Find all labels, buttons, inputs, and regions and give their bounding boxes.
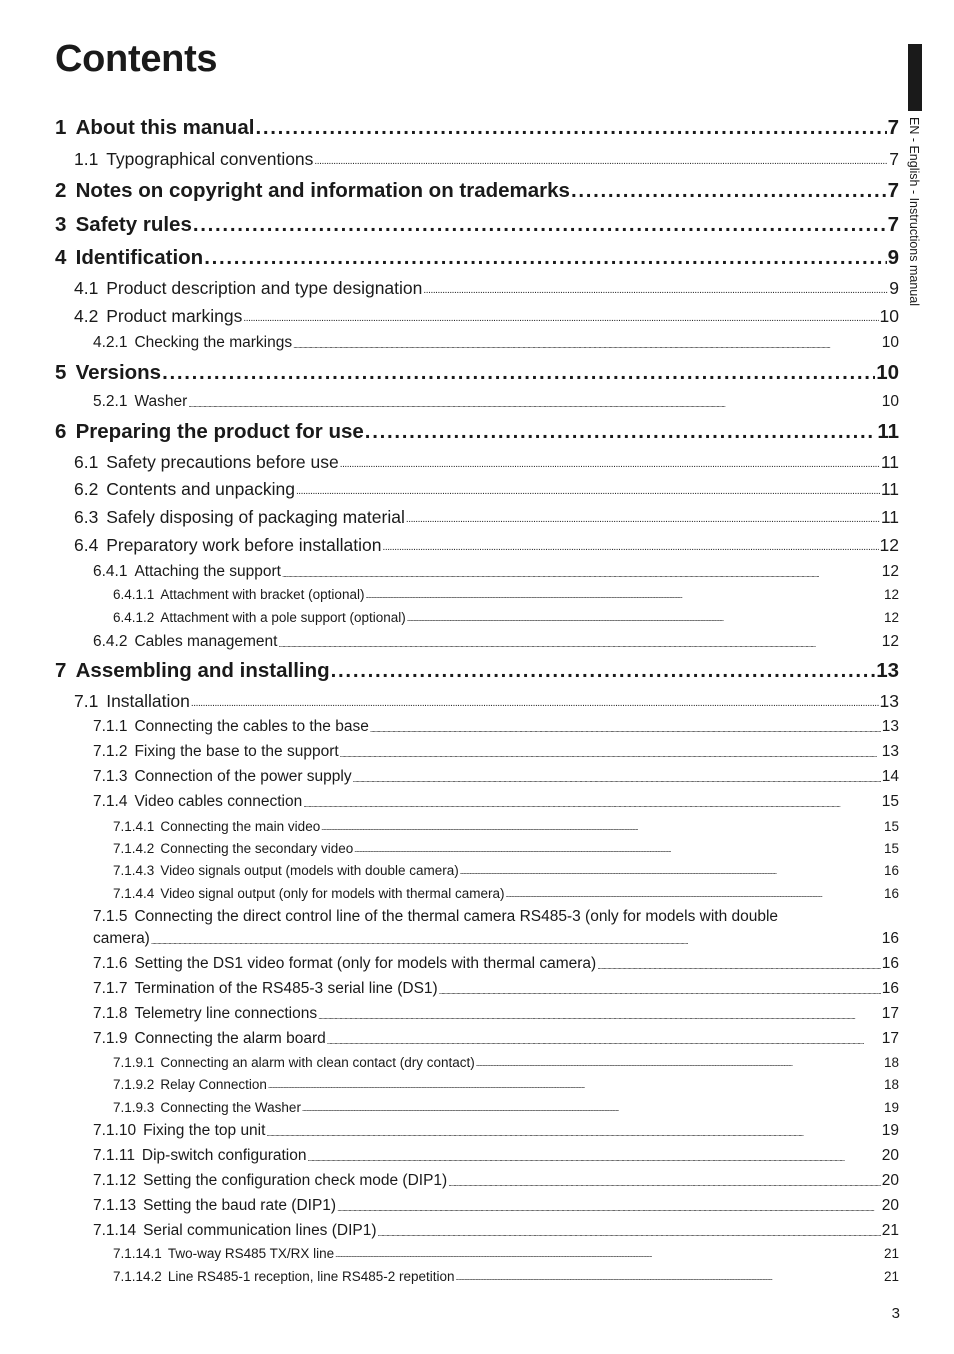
toc-entry[interactable] <box>93 1122 899 1141</box>
toc-entry[interactable] <box>55 361 899 386</box>
toc-entry-page: 7 <box>887 179 899 202</box>
toc-entry-page: 21 <box>881 1222 899 1239</box>
dot-leader <box>456 1276 883 1283</box>
toc-entry-page: 10 <box>876 361 899 384</box>
toc-entry-page: 13 <box>881 743 899 760</box>
toc-entry-page: 9 <box>889 278 899 298</box>
toc-entry-title: Termination of the RS485-3 serial line (DS1) <box>134 980 438 997</box>
toc-entry-page: 16 <box>883 886 899 901</box>
toc-entry-title: Connecting the alarm board <box>134 1030 326 1047</box>
toc-entry-page: 13 <box>876 659 899 682</box>
dot-leader <box>353 775 881 785</box>
dot-leader <box>340 750 881 760</box>
toc-entry-title: Video signal output (only for models with thermal camera) <box>160 886 505 901</box>
dot-leader <box>365 420 877 445</box>
toc-entry-title: Contents and unpacking <box>106 479 295 499</box>
toc-entry-number: 7.1.4 <box>93 793 128 810</box>
toc-entry-number: 6 <box>55 420 67 443</box>
toc-entry[interactable] <box>93 334 899 353</box>
toc-entry-title: Cables management <box>134 633 278 650</box>
dot-leader <box>266 1129 880 1139</box>
dot-leader <box>282 570 881 580</box>
toc-entry-title: Video signals output (models with double camera) <box>160 863 459 878</box>
toc-entry-number: 7.1.14.1 <box>113 1246 162 1261</box>
toc-entry-number: 7.1.11 <box>93 1147 135 1164</box>
toc-entry-title: Setting the DS1 video format (only for models with thermal camera) <box>134 955 597 972</box>
dot-leader <box>268 1084 883 1091</box>
toc-entry-page: 18 <box>883 1077 899 1092</box>
toc-entry-number: 6.4.1 <box>93 563 128 580</box>
toc-entry-title: Attaching the support <box>134 563 281 580</box>
toc-entry-number: 7.1.9.1 <box>113 1055 155 1070</box>
toc-entry[interactable] <box>74 306 899 327</box>
toc-entry[interactable] <box>74 278 899 299</box>
toc-entry[interactable] <box>113 587 899 603</box>
dot-leader <box>382 542 878 554</box>
toc-entry-number: 4 <box>55 246 67 269</box>
toc-entry-number: 7.1.12 <box>93 1172 137 1189</box>
toc-entry-title: Relay Connection <box>160 1077 267 1092</box>
dot-leader <box>439 987 881 997</box>
toc-entry[interactable] <box>93 1222 899 1241</box>
toc-entry[interactable] <box>113 1269 899 1285</box>
dot-leader <box>162 361 875 386</box>
toc-entry[interactable] <box>93 793 899 812</box>
dot-leader <box>302 1107 883 1114</box>
dot-leader <box>307 1154 880 1164</box>
toc-entry-title: Assembling and installing <box>75 659 330 682</box>
toc-entry[interactable] <box>93 633 899 652</box>
dot-leader <box>314 156 888 168</box>
toc-entry-number: 6.4.1.1 <box>113 587 155 602</box>
dot-leader <box>335 1253 883 1260</box>
dot-leader <box>293 341 881 351</box>
toc-entry-page: 20 <box>881 1172 899 1189</box>
dot-leader <box>327 1037 881 1047</box>
dot-leader <box>321 826 883 833</box>
toc-entry-title: Versions <box>75 361 162 384</box>
dot-leader <box>318 1012 881 1022</box>
toc-entry[interactable] <box>55 659 899 684</box>
toc-entry-number: 7.1.4.3 <box>113 863 155 878</box>
toc-entry-title: Video cables connection <box>134 793 303 810</box>
toc-entry[interactable] <box>74 535 899 556</box>
toc-entry-page: 18 <box>883 1055 899 1070</box>
toc-entry-number: 4.1 <box>74 278 99 298</box>
toc-entry-number: 7.1.14 <box>93 1222 137 1239</box>
toc-entry[interactable] <box>55 246 899 271</box>
toc-entry-number: 1 <box>55 116 67 139</box>
toc-entry-number: 6.4 <box>74 535 99 555</box>
toc-entry[interactable] <box>113 610 899 626</box>
dot-leader <box>407 617 883 624</box>
toc-entry-page: 12 <box>883 610 899 625</box>
toc-entry-number: 7.1.2 <box>93 743 128 760</box>
toc-entry[interactable] <box>93 980 899 999</box>
toc-entry-number: 4.2 <box>74 306 99 326</box>
toc-entry-title: Safety precautions before use <box>106 452 339 472</box>
dot-leader <box>193 213 887 238</box>
toc-entry[interactable] <box>93 1030 899 1049</box>
toc-entry[interactable] <box>74 507 899 528</box>
toc-entry[interactable] <box>113 841 899 857</box>
toc-entry-title: Dip-switch configuration <box>141 1147 307 1164</box>
toc-entry-page: 11 <box>880 507 899 527</box>
toc-entry-page: 10 <box>881 393 899 410</box>
dot-leader <box>378 1229 881 1239</box>
toc-entry-number: 7.1.3 <box>93 768 128 785</box>
toc-entry-title: Attachment with a pole support (optional) <box>160 610 406 625</box>
toc-entry-page: 19 <box>883 1100 899 1115</box>
dot-leader <box>151 937 881 947</box>
toc-entry-page: 15 <box>883 841 899 856</box>
toc-entry[interactable] <box>113 819 899 835</box>
toc-entry-number: 6.1 <box>74 452 99 472</box>
toc-entry-number: 7 <box>55 659 67 682</box>
dot-leader <box>296 486 880 498</box>
toc-entry-title: Fixing the top unit <box>143 1122 266 1139</box>
toc-entry[interactable] <box>93 768 899 787</box>
toc-entry-page: 17 <box>881 1005 899 1022</box>
toc-entry-title: Safety rules <box>75 213 192 236</box>
toc-entry-title: About this manual <box>75 116 255 139</box>
page-number: 3 <box>891 1305 900 1322</box>
toc-entry[interactable] <box>93 393 899 412</box>
toc-entry[interactable] <box>93 1197 899 1216</box>
toc-entry[interactable] <box>55 420 899 445</box>
toc-entry[interactable] <box>93 743 899 762</box>
toc-entry-title: Serial communication lines (DIP1) <box>143 1222 377 1239</box>
toc-entry[interactable] <box>93 1147 899 1166</box>
toc-entry-page: 21 <box>883 1269 899 1284</box>
toc-entry[interactable] <box>74 149 899 170</box>
toc-entry-number: 6.3 <box>74 507 99 527</box>
toc-entry-number: 7.1.10 <box>93 1122 137 1139</box>
toc-entry-number: 5.2.1 <box>93 393 128 410</box>
toc-entry-page: 15 <box>883 819 899 834</box>
toc-entry-number: 7.1.14.2 <box>113 1269 162 1284</box>
toc-entry-number: 7.1.4.4 <box>113 886 155 901</box>
toc-entry-page: 19 <box>881 1122 899 1139</box>
dot-leader <box>191 698 879 710</box>
dot-leader <box>340 459 880 471</box>
dot-leader <box>460 870 883 877</box>
toc-entry-number: 6.2 <box>74 479 99 499</box>
dot-leader <box>506 893 883 900</box>
toc-entry-page: 7 <box>887 116 899 139</box>
toc-entry[interactable] <box>55 213 899 238</box>
dot-leader <box>331 659 876 684</box>
toc-entry-title: Fixing the base to the support <box>134 743 339 760</box>
toc-entry-number: 7.1.4.1 <box>113 819 155 834</box>
dot-leader <box>255 116 886 141</box>
toc-entry-number: 7.1 <box>74 691 99 711</box>
toc-entry-title: Safely disposing of packaging material <box>106 507 405 527</box>
page-title: Contents <box>55 38 218 80</box>
toc-entry-title: Connecting the direct control line of the thermal camera RS485-3 (only for models with double <box>134 908 779 925</box>
toc-entry-title: Setting the configuration check mode (DIP1) <box>143 1172 448 1189</box>
toc-entry-title: Attachment with bracket (optional) <box>160 587 365 602</box>
toc-entry-page: 16 <box>881 980 899 997</box>
toc-entry-page: 12 <box>881 563 899 580</box>
toc-entry-page: 16 <box>881 930 899 947</box>
toc-entry-number: 7.1.6 <box>93 955 128 972</box>
toc-entry-number: 5 <box>55 361 67 384</box>
toc-entry[interactable] <box>113 886 899 902</box>
dot-leader <box>204 246 886 271</box>
toc-entry-continuation[interactable] <box>93 930 899 949</box>
toc-entry-title: Connecting an alarm with clean contact (dry contact) <box>160 1055 475 1070</box>
toc-entry-title: Product description and type designation <box>106 278 423 298</box>
toc-entry-title: Preparing the product for use <box>75 420 364 443</box>
toc-entry-number: 7.1.9.3 <box>113 1100 155 1115</box>
toc-entry-title: Connection of the power supply <box>134 768 352 785</box>
toc-entry-page: 9 <box>887 246 899 269</box>
toc-entry[interactable] <box>74 452 899 473</box>
toc-entry[interactable] <box>93 908 899 927</box>
toc-entry-page: 13 <box>881 718 899 735</box>
toc-entry-page: 11 <box>880 479 899 499</box>
dot-leader <box>303 800 881 810</box>
toc-entry-page: 21 <box>883 1246 899 1261</box>
dot-leader <box>448 1179 881 1189</box>
toc-entry-title: Line RS485-1 reception, line RS485-2 repetition <box>167 1269 455 1284</box>
toc-entry-page: 13 <box>879 691 899 711</box>
toc-entry[interactable] <box>93 1005 899 1024</box>
toc-entry-number: 7.1.1 <box>93 718 128 735</box>
toc-entry-title: Connecting the secondary video <box>160 841 354 856</box>
dot-leader <box>476 1062 883 1069</box>
toc-entry-title: Setting the baud rate (DIP1) <box>143 1197 337 1214</box>
toc-entry-number: 7.1.9.2 <box>113 1077 155 1092</box>
toc-entry-page: 7 <box>889 149 899 169</box>
toc-entry-title: Washer <box>134 393 188 410</box>
toc-entry-page: 17 <box>881 1030 899 1047</box>
dot-leader <box>278 640 880 650</box>
toc-entry-number: 7.1.7 <box>93 980 128 997</box>
toc-entry[interactable] <box>113 1055 899 1071</box>
dot-leader <box>597 962 881 972</box>
toc-entry-page: 20 <box>881 1147 899 1164</box>
toc-entry-page: 16 <box>881 955 899 972</box>
toc-entry[interactable] <box>113 863 899 879</box>
dot-leader <box>571 179 887 204</box>
toc-entry-number: 6.4.1.2 <box>113 610 155 625</box>
toc-entry-title: Notes on copyright and information on trademarks <box>75 179 570 202</box>
toc-entry-number: 7.1.8 <box>93 1005 128 1022</box>
side-language-label: EN - English - Instructions manual <box>907 117 921 306</box>
toc-entry-title: Connecting the cables to the base <box>134 718 369 735</box>
toc-entry-title: Telemetry line connections <box>134 1005 318 1022</box>
toc-entry-page: 12 <box>883 587 899 602</box>
toc-entry-title: Installation <box>106 691 190 711</box>
toc-entry[interactable] <box>93 955 899 974</box>
toc-entry[interactable] <box>113 1077 899 1093</box>
toc-entry-page: 11 <box>880 452 899 472</box>
toc-entry-title: Connecting the main video <box>160 819 321 834</box>
toc-entry-page: 12 <box>881 633 899 650</box>
dot-leader <box>243 313 878 325</box>
toc-entry[interactable] <box>93 718 899 737</box>
toc-entry-number: 7.1.13 <box>93 1197 137 1214</box>
toc-entry-title: Typographical conventions <box>106 149 314 169</box>
dot-leader <box>370 725 881 735</box>
toc-entry[interactable] <box>113 1100 899 1116</box>
toc-entry-title: Preparatory work before installation <box>106 535 382 555</box>
dot-leader <box>406 514 880 526</box>
toc-entry[interactable] <box>113 1246 899 1262</box>
dot-leader <box>337 1204 881 1214</box>
toc-entry-page: 7 <box>887 213 899 236</box>
toc-entry-page: 14 <box>881 768 899 785</box>
toc-entry-number: 6.4.2 <box>93 633 128 650</box>
toc-entry-title: Checking the markings <box>134 334 293 351</box>
toc-entry-page: 15 <box>881 793 899 810</box>
toc-entry-page: 20 <box>881 1197 899 1214</box>
toc-entry-page: 10 <box>879 306 899 326</box>
toc-entry-number: 2 <box>55 179 67 202</box>
toc-entry[interactable] <box>55 116 899 141</box>
toc-entry-page: 12 <box>879 535 899 555</box>
toc-entry-number: 7.1.9 <box>93 1030 128 1047</box>
toc-entry[interactable] <box>93 1172 899 1191</box>
toc-entry-title: Identification <box>75 246 204 269</box>
toc-entry-number: 4.2.1 <box>93 334 128 351</box>
dot-leader <box>423 285 888 297</box>
toc-entry-title: Two-way RS485 TX/RX line <box>167 1246 335 1261</box>
toc-entry-number: 7.1.4.2 <box>113 841 155 856</box>
dot-leader <box>354 848 883 855</box>
toc-entry[interactable] <box>74 479 899 500</box>
toc-entry-title: Connecting the Washer <box>160 1100 301 1115</box>
toc-entry[interactable] <box>93 563 899 582</box>
dot-leader <box>188 400 880 410</box>
toc-entry-page: 11 <box>877 420 899 443</box>
toc-entry-number: 1.1 <box>74 149 99 169</box>
toc-entry[interactable] <box>55 179 899 204</box>
dot-leader <box>365 594 883 601</box>
toc-entry-title: Product markings <box>106 306 243 326</box>
toc-entry-number: 3 <box>55 213 67 236</box>
toc-entry[interactable] <box>74 691 899 712</box>
toc-entry-number: 7.1.5 <box>93 908 128 925</box>
toc-entry-page: 10 <box>881 334 899 351</box>
toc-entry-page: 16 <box>883 863 899 878</box>
toc-entry-title-continuation: camera) <box>93 930 150 947</box>
